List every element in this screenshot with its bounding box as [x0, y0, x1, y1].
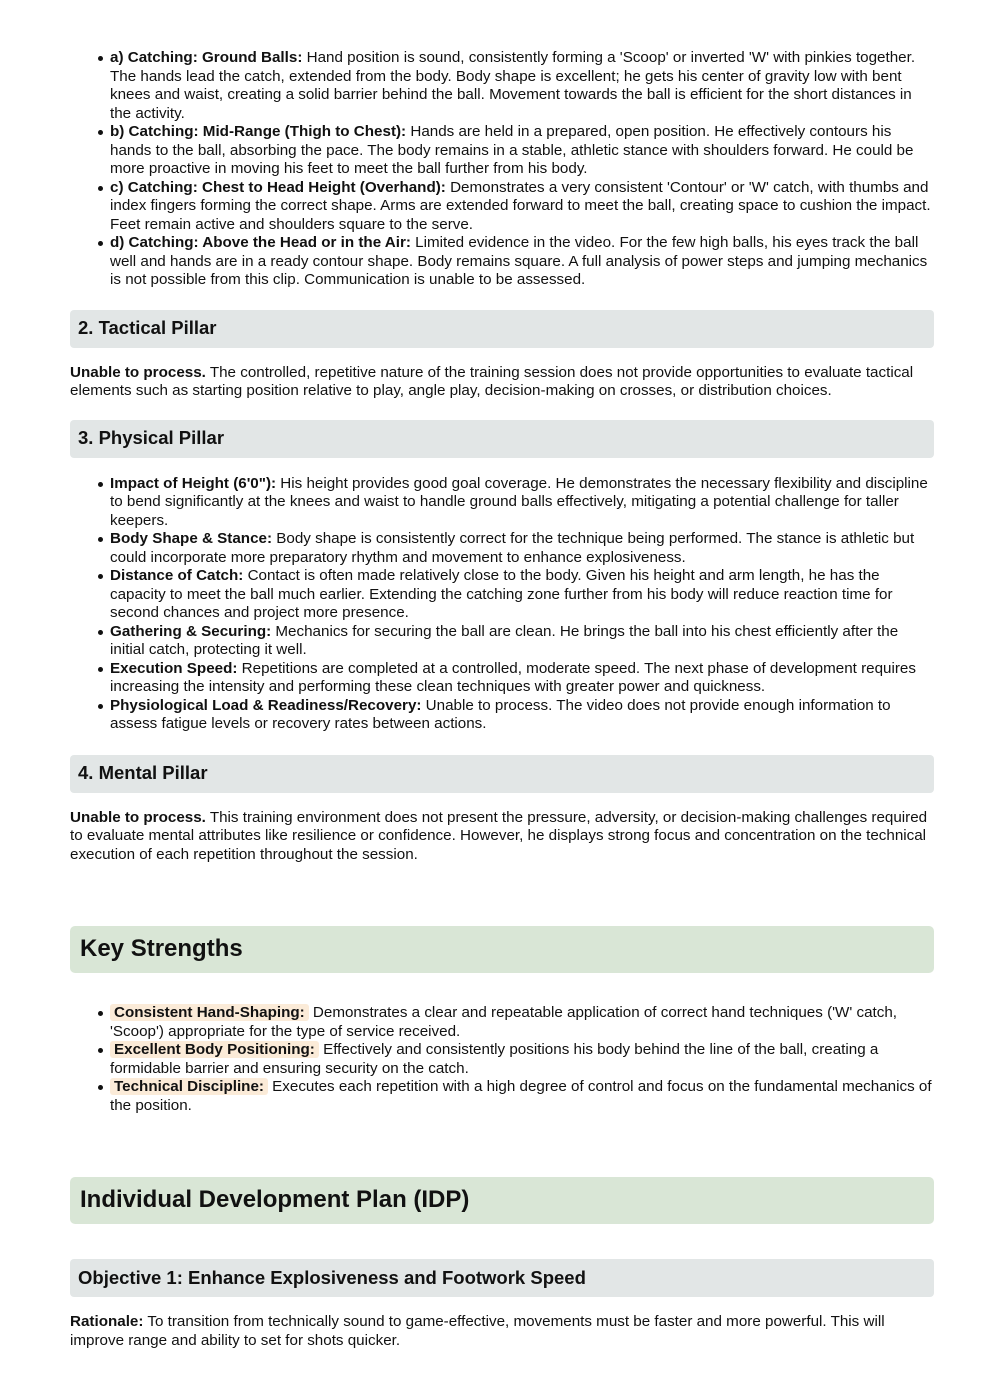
list-item — [110, 1041, 934, 1078]
mental-lead: Unable to process. — [70, 808, 206, 826]
item-label: c) Catching: Chest to Head Height (Overhand): — [110, 178, 446, 196]
list-item — [110, 1004, 934, 1041]
strength-label: Consistent Hand-Shaping: — [110, 1004, 309, 1021]
key-strengths-list — [70, 1004, 934, 1115]
list-item — [110, 475, 934, 531]
item-text: Mechanics for securing the ball are clean. He brings the ball into his chest efficiently after the initial catch, protecting it well. — [110, 622, 899, 658]
objective-1-rationale — [70, 1313, 934, 1350]
item-label: d) Catching: Above the Head or in the Air: — [110, 234, 411, 251]
technical-catching-list — [70, 49, 934, 290]
strength-label: Technical Discipline: — [110, 1078, 268, 1095]
item-text: His height provides good goal coverage. He demonstrates the necessary flexibility and discipline to bend significantly at the knees and waist to handle ground balls effectively, mitigating a potential challenge for taller keepers. — [110, 474, 928, 529]
strength-text: Executes each repetition with a high degree of control and focus on the fundamental mechanics of the position. — [110, 1078, 932, 1114]
strength-text: Effectively and consistently positions his body behind the line of the ball, creating a formidable barrier and ensuring security on the catch. — [110, 1041, 879, 1077]
mental-paragraph — [70, 809, 934, 865]
rationale-text: To transition from technically sound to game-effective, movements must be faster and more powerful. This will improve range and ability to set for shots quicker. — [70, 1313, 885, 1349]
strength-text: Demonstrates a clear and repeatable application of correct hand techniques ('W' catch, 'Scoop') appropriate for the type of service received. — [110, 1004, 897, 1040]
list-item — [110, 567, 934, 623]
item-label: Impact of Height (6'0"): — [110, 474, 277, 492]
item-text: Demonstrates a very consistent 'Contour' or 'W' catch, with thumbs and index fingers forming the correct shape. Arms are extended forward to meet the ball, creating space to cushion the impact. Feet remain active and shoulders square to the serve. — [110, 178, 931, 233]
item-text: Unable to process. The video does not provide enough information to assess fatigue levels or recovery rates between actions. — [110, 696, 891, 732]
key-strengths-heading: Key Strengths — [70, 926, 934, 973]
mental-pillar-heading: 4. Mental Pillar — [70, 755, 934, 793]
item-text: Hands are held in a prepared, open position. He effectively contours his hands to the ball, absorbing the pace. The body remains in a stable, athletic stance with shoulders forward. He could be more proactive in moving his feet to meet the ball further from his body. — [110, 123, 914, 177]
list-item — [110, 623, 934, 660]
list-item — [110, 123, 934, 179]
report-page — [70, 49, 934, 1350]
tactical-pillar-heading: 2. Tactical Pillar — [70, 310, 934, 348]
tactical-text: The controlled, repetitive nature of the training session does not provide opportunities to evaluate tactical elements such as starting position relative to play, angle play, decision-making on crosses, or distribution choices. — [70, 363, 914, 399]
list-item — [110, 1078, 934, 1115]
tactical-paragraph — [70, 364, 934, 401]
idp-heading: Individual Development Plan (IDP) — [70, 1177, 934, 1224]
list-item — [110, 234, 934, 290]
physical-list — [70, 475, 934, 734]
item-label: b) Catching: Mid-Range (Thigh to Chest): — [110, 123, 407, 140]
list-item — [110, 530, 934, 567]
physical-pillar-heading: 3. Physical Pillar — [70, 420, 934, 458]
list-item — [110, 179, 934, 235]
tactical-lead: Unable to process. — [70, 363, 206, 381]
list-item — [110, 660, 934, 697]
mental-text: This training environment does not present the pressure, adversity, or decision-making challenges required to evaluate mental attributes like resilience or confidence. However, he displays strong focus and concentration on the technical execution of each repetition throughout the session. — [70, 808, 928, 863]
item-text: Limited evidence in the video. For the few high balls, his eyes track the ball well and hands are in a ready contour shape. Body remains square. A full analysis of power steps and jumping mechanics is not possible from this clip. Communication is unable to be assessed. — [110, 234, 928, 288]
item-label: Physiological Load & Readiness/Recovery: — [110, 696, 422, 714]
item-label: Distance of Catch: — [110, 567, 244, 584]
item-text: Body shape is consistently correct for the technique being performed. The stance is athletic but could incorporate more preparatory rhythm and movement to enhance explosiveness. — [110, 530, 915, 566]
item-text: Repetitions are completed at a controlled, moderate speed. The next phase of development requires increasing the intensity and performing these clean techniques with greater power and quickness. — [110, 659, 916, 695]
strength-label: Excellent Body Positioning: — [110, 1041, 319, 1058]
item-text: Contact is often made relatively close to the body. Given his height and arm length, he has the capacity to meet the ball much earlier. Extending the catching zone further from his body will reduce reaction time for second chances and project more presence. — [110, 567, 893, 621]
item-label: Execution Speed: — [110, 659, 238, 677]
list-item — [110, 697, 934, 734]
objective-1-heading: Objective 1: Enhance Explosiveness and Footwork Speed — [70, 1259, 934, 1297]
rationale-label: Rationale: — [70, 1313, 144, 1330]
item-label: Body Shape & Stance: — [110, 530, 273, 547]
item-text: Hand position is sound, consistently forming a 'Scoop' or inverted 'W' with pinkies together. The hands lead the catch, extended from the body. Body shape is excellent; he gets his center of gravity low with bent knees and waist, creating a solid barrier behind the ball. Movement towards the ball is efficient for the short distances in the activity. — [110, 49, 916, 122]
item-label: a) Catching: Ground Balls: — [110, 49, 303, 66]
item-label: Gathering & Securing: — [110, 622, 272, 640]
list-item — [110, 49, 934, 123]
